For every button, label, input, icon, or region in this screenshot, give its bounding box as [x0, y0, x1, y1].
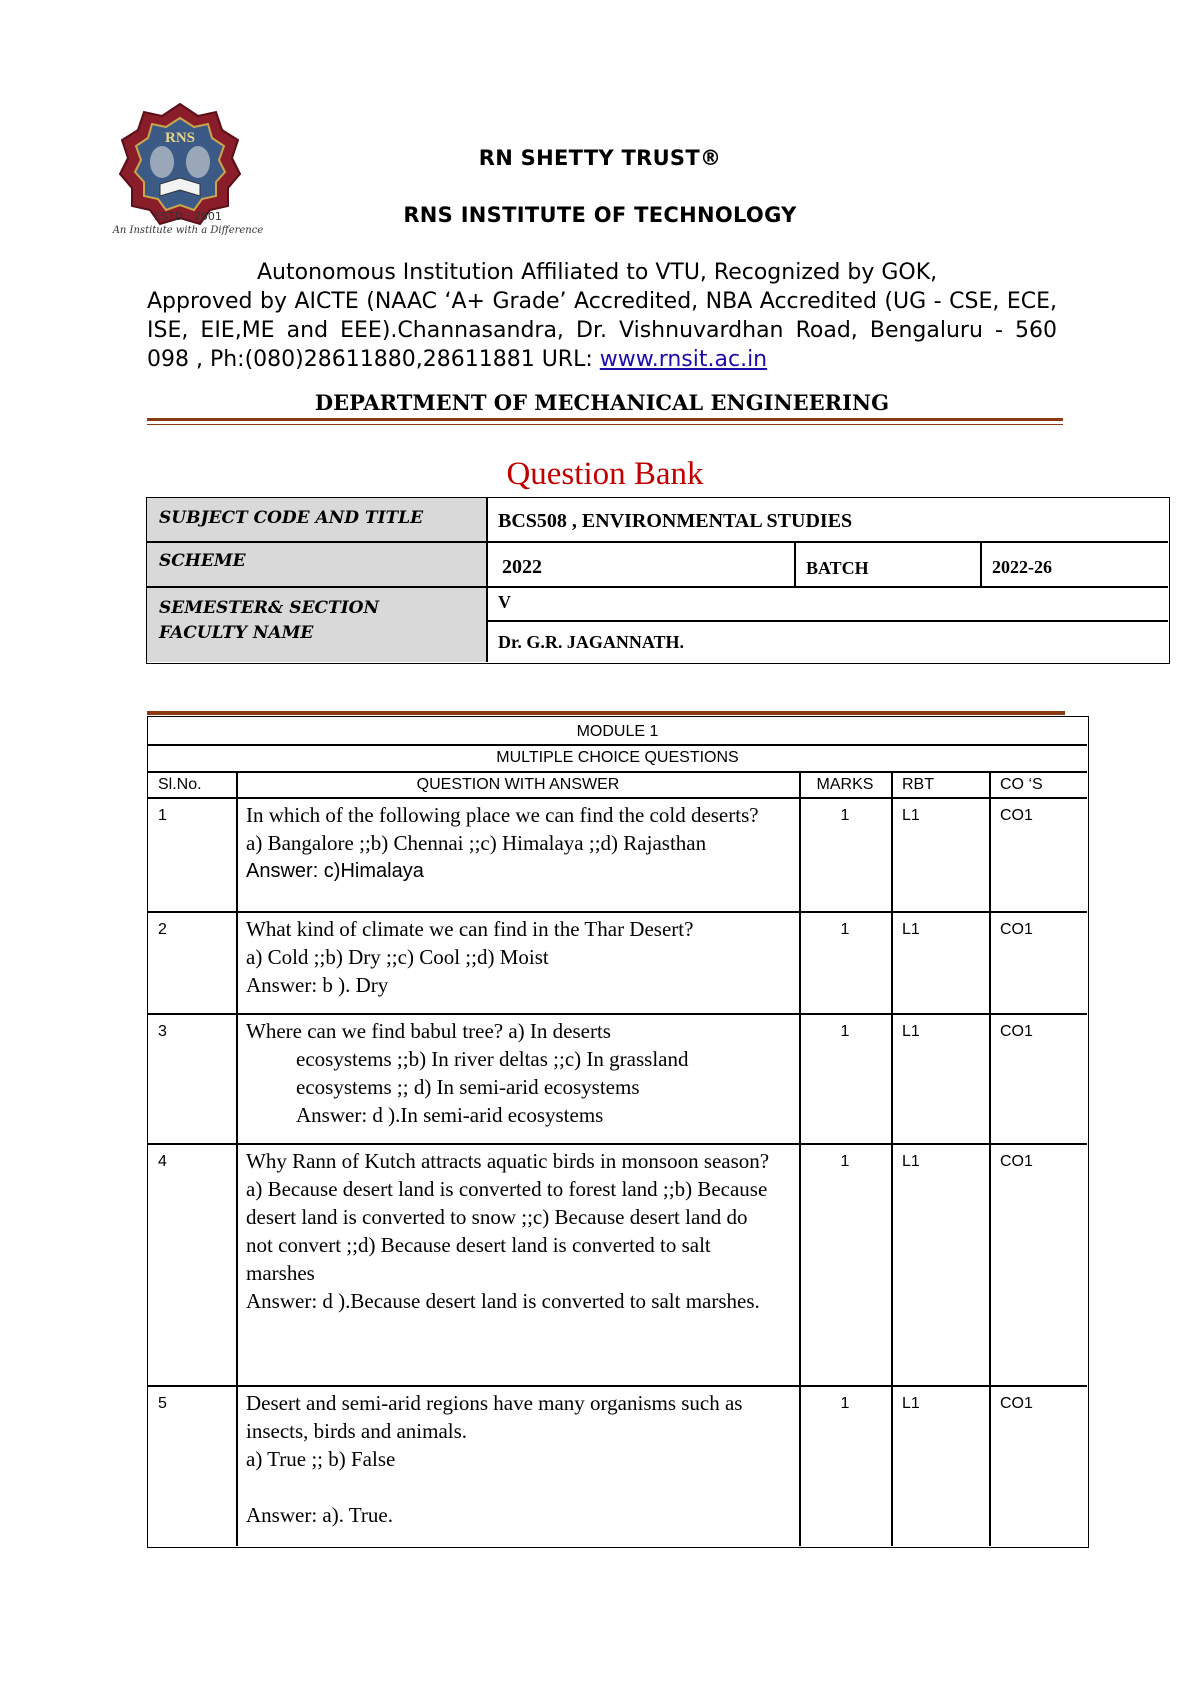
question-2-text: [246, 915, 794, 999]
faculty-value: Dr. G.R. JAGANNATH.: [498, 632, 685, 652]
course-info-table: [146, 497, 1170, 664]
header-divider: [147, 418, 1063, 421]
col-rbt-header: RBT: [902, 776, 934, 793]
question-1-rbt: L1: [902, 807, 920, 824]
batch-label: BATCH: [806, 558, 869, 578]
question-table: [147, 716, 1089, 1548]
faculty-label: FACULTY NAME: [159, 623, 314, 643]
address-line-1: Autonomous Institution Affiliated to VTU, Recognized by GOK,: [257, 260, 938, 285]
question-2-stem: What kind of climate we can find in the Thar Desert?: [246, 917, 694, 941]
question-5-spacer: [246, 1473, 776, 1501]
scheme-value: 2022: [502, 556, 542, 578]
question-1-co: CO1: [1000, 807, 1033, 824]
batch-value: 2022-26: [992, 557, 1052, 577]
question-2-co: CO1: [1000, 921, 1033, 938]
institute-address: [147, 258, 1057, 374]
module-heading: MODULE 1: [576, 723, 659, 740]
question-2-number: 2: [158, 921, 167, 938]
question-4-marks: 1: [840, 1153, 850, 1170]
question-5-rbt: L1: [902, 1395, 920, 1412]
question-4-number: 4: [158, 1153, 167, 1170]
department-title: DEPARTMENT OF MECHANICAL ENGINEERING: [314, 390, 890, 415]
document-title: Question Bank: [506, 456, 704, 492]
question-4-stem: Why Rann of Kutch attracts aquatic birds in monsoon season?: [246, 1149, 770, 1173]
semester-faculty-labels: [147, 588, 486, 662]
question-5-stem: Desert and semi-arid regions have many organisms such as insects, birds and animals.: [246, 1391, 743, 1443]
semester-label: SEMESTER& SECTION: [159, 598, 380, 618]
question-2-options: a) Cold ;;b) Dry ;;c) Cool ;;d) Moist: [246, 945, 549, 969]
trust-name: RN SHETTY TRUST®: [478, 146, 722, 170]
question-1-stem: In which of the following place we can find the cold deserts?: [246, 803, 759, 827]
address-text: Approved by AICTE (NAAC ‘A+ Grade’ Accredited, NBA Accredited (UG - CSE, ECE, ISE, EIE,ME and EEE).Channasandra, Dr. Vishnuvardhan Road, Bengaluru - 560 098 , Ph:(080)28611880,28611881 URL:: [147, 289, 1057, 372]
logo-motto: An Institute with a Difference: [112, 225, 264, 236]
website-link[interactable]: www.rnsit.ac.in: [599, 347, 768, 372]
question-3-number: 3: [158, 1023, 167, 1040]
question-5-marks: 1: [840, 1395, 850, 1412]
subject-value: BCS508 , ENVIRONMENTAL STUDIES: [498, 510, 853, 532]
question-5-co: CO1: [1000, 1395, 1033, 1412]
header-divider-thin: [147, 424, 1063, 425]
question-3-marks: 1: [840, 1023, 850, 1040]
section-heading: MULTIPLE CHOICE QUESTIONS: [496, 749, 739, 766]
question-5-answer: Answer: a). True.: [246, 1503, 393, 1527]
question-3-options-b: ecosystems ;; d) In semi-arid ecosystems: [296, 1075, 640, 1099]
institute-name: RNS INSTITUTE OF TECHNOLOGY: [403, 203, 797, 227]
subject-label: SUBJECT CODE AND TITLE: [147, 498, 486, 541]
question-2-answer: Answer: b ). Dry: [246, 973, 389, 997]
question-1-text: [246, 801, 794, 885]
semester-value: V: [498, 592, 511, 612]
question-3-rbt: L1: [902, 1023, 920, 1040]
question-4-answer: Answer: d ).Because desert land is converted to salt marshes.: [246, 1289, 760, 1313]
svg-text:RNS: RNS: [164, 130, 196, 146]
question-3-text: [246, 1017, 794, 1129]
question-3-answer: Answer: d ).In semi-arid ecosystems: [296, 1103, 604, 1127]
col-co-header: CO ‘S: [1000, 776, 1043, 793]
question-5-options: a) True ;; b) False: [246, 1447, 396, 1471]
question-4-co: CO1: [1000, 1153, 1033, 1170]
col-question-header: QUESTION WITH ANSWER: [416, 776, 620, 793]
scheme-label: SCHEME: [147, 543, 486, 586]
question-4-text: [246, 1147, 776, 1315]
section-divider: [147, 711, 1065, 715]
col-marks-header: MARKS: [816, 776, 874, 793]
question-1-options: a) Bangalore ;;b) Chennai ;;c) Himalaya ;;d) Rajasthan: [246, 831, 707, 855]
logo-estd: ESTD : 2001: [154, 210, 222, 223]
question-2-marks: 1: [840, 921, 850, 938]
question-3-options-a: ecosystems ;;b) In river deltas ;;c) In grassland: [296, 1047, 689, 1071]
address-line-2: [147, 287, 1057, 374]
question-1-marks: 1: [840, 807, 850, 824]
question-1-answer: Answer: c)Himalaya: [246, 860, 424, 882]
col-slno-header: Sl.No.: [158, 776, 202, 793]
question-2-rbt: L1: [902, 921, 920, 938]
question-1-number: 1: [158, 807, 167, 824]
question-4-rbt: L1: [902, 1153, 920, 1170]
question-3-stem: Where can we find babul tree? a) In deserts: [246, 1019, 611, 1043]
question-5-text: [246, 1389, 776, 1529]
question-5-number: 5: [158, 1395, 167, 1412]
question-3-co: CO1: [1000, 1023, 1033, 1040]
question-4-options: a) Because desert land is converted to forest land ;;b) Because desert land is converted to snow ;;c) Because desert land do not convert ;;d) Because desert land is converted to salt marshes: [246, 1177, 768, 1285]
